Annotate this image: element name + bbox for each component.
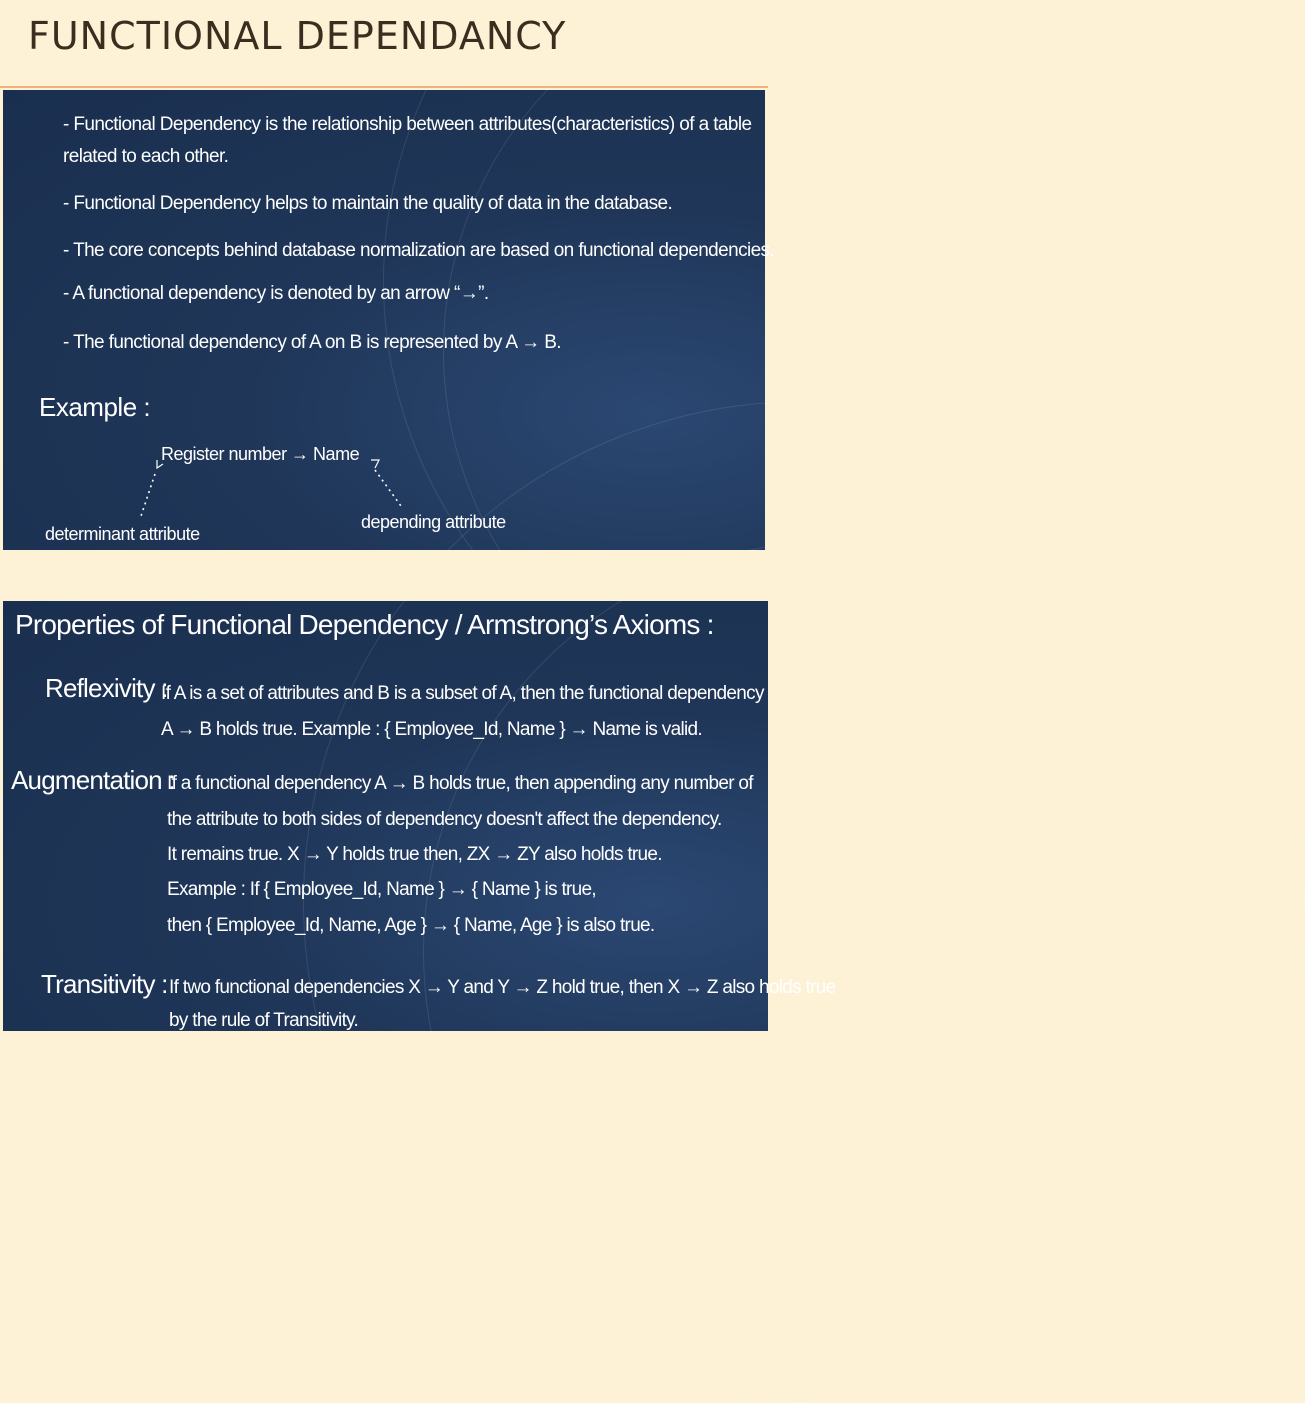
depending-label: depending attribute	[361, 512, 506, 532]
definition-line: - Functional Dependency helps to maintain the quality of data in the database.	[63, 193, 673, 214]
reflexivity-text: If A is a set of attributes and B is a subset of A, then the functional dependency	[161, 683, 764, 704]
reflexivity-text: A → B holds true. Example : { Employee_Id, Name } → Name is valid.	[161, 719, 702, 740]
definition-line: - The functional dependency of A on B is represented by A → B.	[63, 332, 561, 353]
definition-line: - A functional dependency is denoted by an arrow “→”.	[63, 283, 489, 304]
augmentation-text: If a functional dependency A → B holds true, then appending any number of	[167, 773, 753, 794]
transitivity-text: by the rule of Transitivity.	[169, 1010, 359, 1031]
determinant-label: determinant attribute	[45, 524, 200, 544]
slide-title: FUNCTIONAL DEPENDANCY	[28, 14, 567, 58]
augmentation-label: Augmentation :	[11, 765, 175, 795]
augmentation-text: It remains true. X → Y holds true then, ZX → ZY also holds true.	[167, 844, 662, 865]
transitivity-text: If two functional dependencies X → Y and Y → Z hold true, then X → Z also holds true	[169, 977, 836, 998]
example-label: Example :	[39, 392, 151, 422]
definition-line: - The core concepts behind database normalization are based on functional dependencies.	[63, 240, 775, 261]
properties-heading: Properties of Functional Dependency / Armstrong’s Axioms :	[15, 609, 714, 640]
transitivity-label: Transitivity :	[41, 969, 168, 999]
definition-line: related to each other.	[63, 146, 229, 167]
augmentation-text: the attribute to both sides of dependency doesn't affect the dependency.	[167, 809, 722, 830]
background-arc	[423, 541, 1245, 1363]
reflexivity-label: Reflexivity :	[45, 673, 168, 703]
augmentation-text: then { Employee_Id, Name, Age } → { Name, Age } is also true.	[167, 915, 655, 936]
definition-line: - Functional Dependency is the relationship between attributes(characteristics) of a table	[63, 114, 752, 135]
example-expression: Register number → Name	[161, 444, 360, 464]
properties-panel	[3, 601, 836, 1031]
augmentation-text: Example : If { Employee_Id, Name } → { Name } is true,	[167, 879, 596, 900]
